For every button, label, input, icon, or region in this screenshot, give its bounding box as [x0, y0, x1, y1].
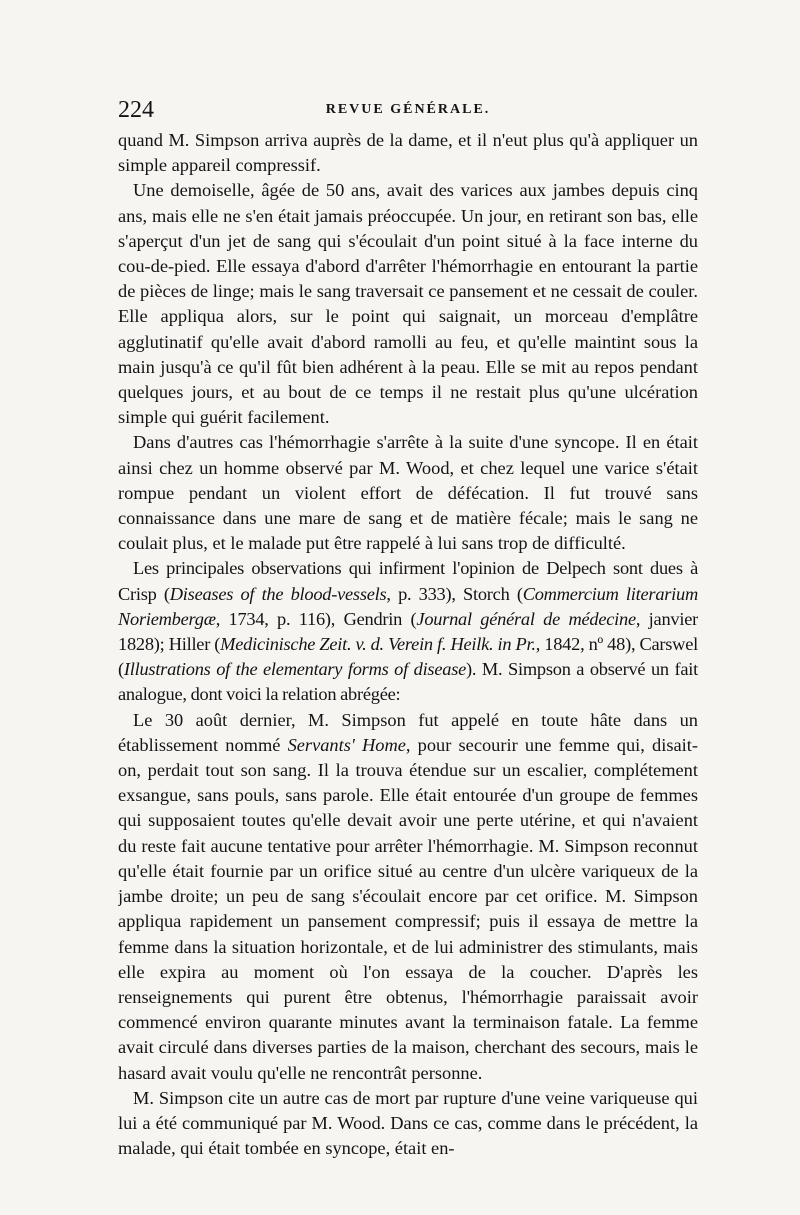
text-segment: Une demoiselle, âgée de 50 ans, avait des varices aux jambes depuis cinq ans, mais elle ne s'en était jamais préoccupée. Un jour, en retirant son bas, elle s'aperçut d'un jet de sang qui s'écoulait d'un point situé à la face interne du cou-de-pied. Elle essaya d'abord d'arrêter l'hémorrhagie en entourant la partie de pièces de linge; mais le sang traversait ce pansement et ne cessait de couler. Elle appliqua alors, sur le point qui saignait, un morceau d'emplâtre agglutinatif qu'elle avait d'abord ramolli au feu, et qu'elle maintint sous la main jusqu'à ce qu'il fût bien adhérent à la peau. Elle se mit au repos pendant quelques jours, et au bout de ce temps il ne restait plus qu'une ulcération simple qui guérit facilement.: [118, 180, 698, 428]
page-number: 224: [118, 97, 154, 123]
text-segment: Les principales observations qui infirment l'opinion de Delpech sont dues à Crisp (: [118, 558, 698, 604]
paragraph: [118, 556, 698, 707]
text-segment: , janvier 1828); Hiller (: [118, 608, 698, 655]
institution-name: Servants' Home: [287, 734, 406, 755]
text-segment: Le 30 août dernier, M. Simpson fut appelé en toute hâte dans un établissement nommé: [118, 709, 698, 755]
text-segment: , 1842, nº 48), Carswel (: [118, 634, 698, 680]
text-segment: ). M. Simpson a observé un fait analogue, dont voici la relation abrégée:: [118, 659, 698, 705]
text-segment: quand M. Simpson arriva auprès de la dame, et il n'eut plus qu'à appliquer un simple appareil compressif.: [118, 130, 698, 176]
paragraph: [118, 178, 698, 430]
paragraph: [118, 128, 698, 178]
text-segment: Dans d'autres cas l'hémorrhagie s'arrête à la suite d'une syncope. Il en était ainsi chez un homme observé par M. Wood, et chez lequel une varice s'était rompue pendant un violent effort de défécation. Il fut trouvé sans connaissance dans une mare de sang et de matière fécale; mais le sang ne coulait plus, et le malade put être rappelé à lui sans trop de difficulté.: [118, 432, 698, 554]
paragraph: [118, 708, 698, 1086]
paragraph: [118, 1086, 698, 1162]
citation-title: Medicinische Zeit. v. d. Verein f. Heilk. in Pr.: [220, 634, 536, 655]
citation-title: Journal général de médecine: [416, 608, 636, 629]
article-body: [118, 128, 698, 1178]
citation-title: Diseases of the blood-vessels: [169, 583, 387, 604]
page-header: [118, 96, 698, 124]
running-title: REVUE GÉNÉRALE.: [325, 102, 491, 117]
text-segment: M. Simpson cite un autre cas de mort par rupture d'une veine variqueuse qui lui a été communiqué par M. Wood. Dans ce cas, comme dans le précédent, la malade, qui était tombée en syncope, était en-: [118, 1087, 698, 1159]
citation-title: Commercium literarium Noriembergæ: [118, 583, 698, 629]
text-segment: , pour secourir une femme qui, disait-on, perdait tout son sang. Il la trouva étendue sur un escalier, complétement exsangue, sans pouls, sans parole. Elle était entourée d'un groupe de femmes qui supposaient toutes qu'elle devait avoir une perte utérine, et qui n'avaient du reste fait aucune tentative pour arrêter l'hémorrhagie. M. Simpson reconnut qu'elle était fournie par un orifice situé au centre d'un ulcère variqueux de la jambe droite; un peu de sang s'écoulait encore par cet orifice. M. Simpson appliqua rapidement un pansement compressif; puis il essaya de mettre la femme dans la situation horizontale, et de lui administrer des stimulants, mais elle expira au moment où l'on essaya de la coucher. D'après les renseignements qui purent être obtenus, l'hémorrhagie paraissait avoir commencé environ quarante minutes avant la terminaison fatale. La femme avait circulé dans diverses parties de la maison, cherchant des secours, mais le hasard avait voulu qu'elle ne rencontrât personne.: [118, 734, 698, 1083]
text-segment: , p. 333), Storch (: [386, 583, 523, 604]
citation-title: Illustrations of the elementary forms of disease: [123, 659, 467, 680]
paragraph: [118, 430, 698, 556]
text-segment: , 1734, p. 116), Gendrin (: [215, 608, 417, 629]
